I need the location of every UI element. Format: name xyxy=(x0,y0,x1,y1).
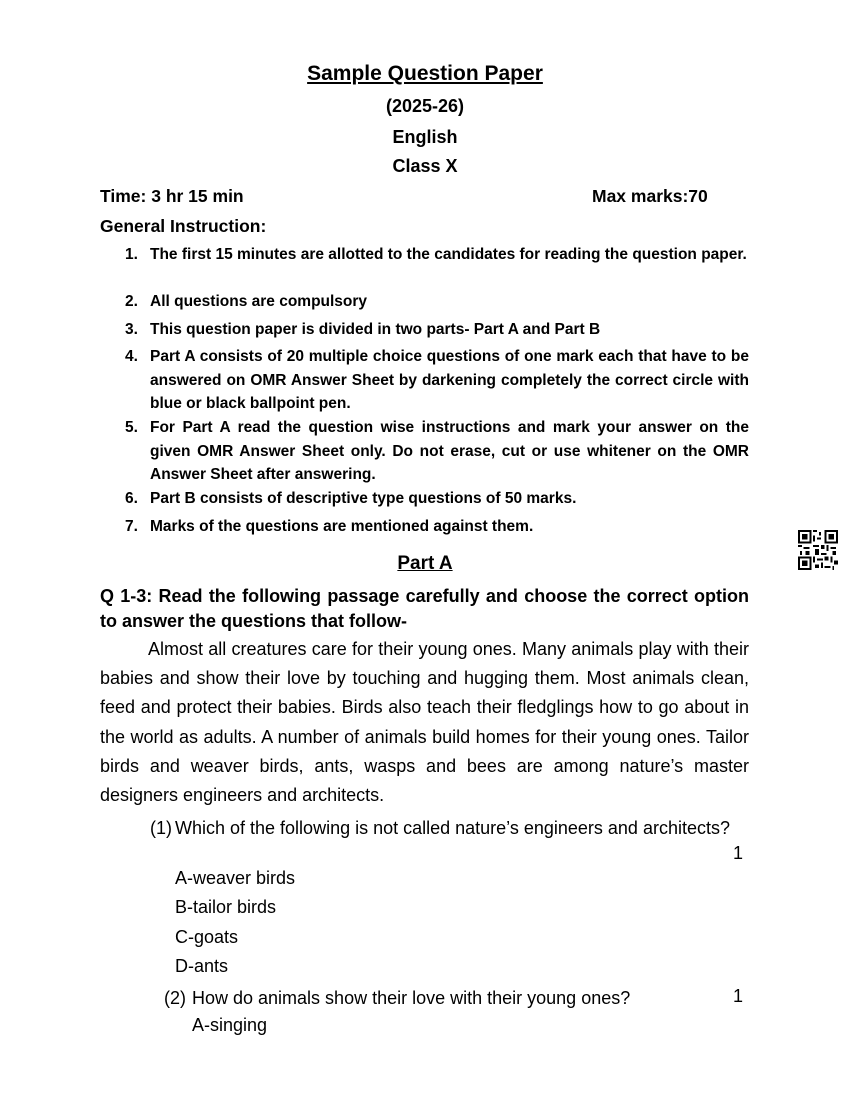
max-marks: Max marks:70 xyxy=(592,186,708,206)
instruction-text: Marks of the questions are mentioned against them. xyxy=(150,518,534,535)
instruction-text: For Part A read the question wise instructions and mark your answer on the given OMR Answer Sheet only. Do not erase, cut or use whitener on the OMR Answer Sheet after answering. xyxy=(150,419,749,483)
question-text: Which of the following is not called nature’s engineers and architects? xyxy=(175,818,730,838)
instruction-number: 5. xyxy=(125,419,138,436)
instruction-text: Part B consists of descriptive type questions of 50 marks. xyxy=(150,490,577,507)
instruction-number: 6. xyxy=(125,490,138,507)
instruction-text: The first 15 minutes are allotted to the candidates for reading the question paper. xyxy=(150,246,747,263)
option-item: B-tailor birds xyxy=(175,897,277,917)
question-marks: 1 xyxy=(733,986,744,1006)
instruction-item xyxy=(125,345,749,416)
part-a-heading: Part A xyxy=(397,553,453,574)
instruction-number: 4. xyxy=(125,348,138,365)
question-text: How do animals show their love with their young ones? xyxy=(192,988,631,1008)
instruction-text: Part A consists of 20 multiple choice questions of one mark each that have to be answered on OMR Answer Sheet by darkening completely the correct circle with blue or black ballpoint pen. xyxy=(150,348,749,412)
instruction-item xyxy=(125,487,749,511)
instruction-number: 7. xyxy=(125,518,138,535)
question-marks: 1 xyxy=(733,843,744,863)
question-item xyxy=(164,986,704,1010)
paper-title: Sample Question Paper xyxy=(307,62,543,85)
general-instruction-heading: General Instruction: xyxy=(100,216,267,236)
instruction-text: This question paper is divided in two parts- Part A and Part B xyxy=(150,321,601,338)
time-allowed: Time: 3 hr 15 min xyxy=(100,186,244,206)
instruction-number: 3. xyxy=(125,321,138,338)
question-number: (2) xyxy=(164,988,186,1008)
instruction-number: 1. xyxy=(125,246,138,263)
question-item xyxy=(150,816,749,840)
option-item: A-weaver birds xyxy=(175,868,296,888)
paper-year: (2025-26) xyxy=(385,96,465,116)
option-item: A-singing xyxy=(192,1015,268,1035)
paper-class: Class X xyxy=(392,156,458,176)
instruction-item xyxy=(125,243,749,267)
question-number: (1) xyxy=(150,818,172,838)
instruction-number: 2. xyxy=(125,293,138,310)
option-item: C-goats xyxy=(175,927,239,947)
instruction-item xyxy=(125,290,749,314)
question-group-heading: Q 1-3: Read the following passage carefully and choose the correct option to answer the questions that follow- xyxy=(100,586,749,631)
option-item: D-ants xyxy=(175,956,229,976)
paper-subject: English xyxy=(392,127,458,147)
instruction-item xyxy=(125,515,749,539)
instruction-text: All questions are compulsory xyxy=(150,293,368,310)
instruction-item xyxy=(125,318,749,342)
instruction-item xyxy=(125,416,749,487)
reading-passage: Almost all creatures care for their young ones. Many animals play with their babies and show their love by touching and hugging them. Most animals clean, feed and protect their babies. Birds also teach their fledglings how to go about in the world as adults. A number of animals build homes for their young ones. Tailor birds and weaver birds, ants, wasps and bees are among nature’s master designers engineers and architects. xyxy=(100,639,749,806)
